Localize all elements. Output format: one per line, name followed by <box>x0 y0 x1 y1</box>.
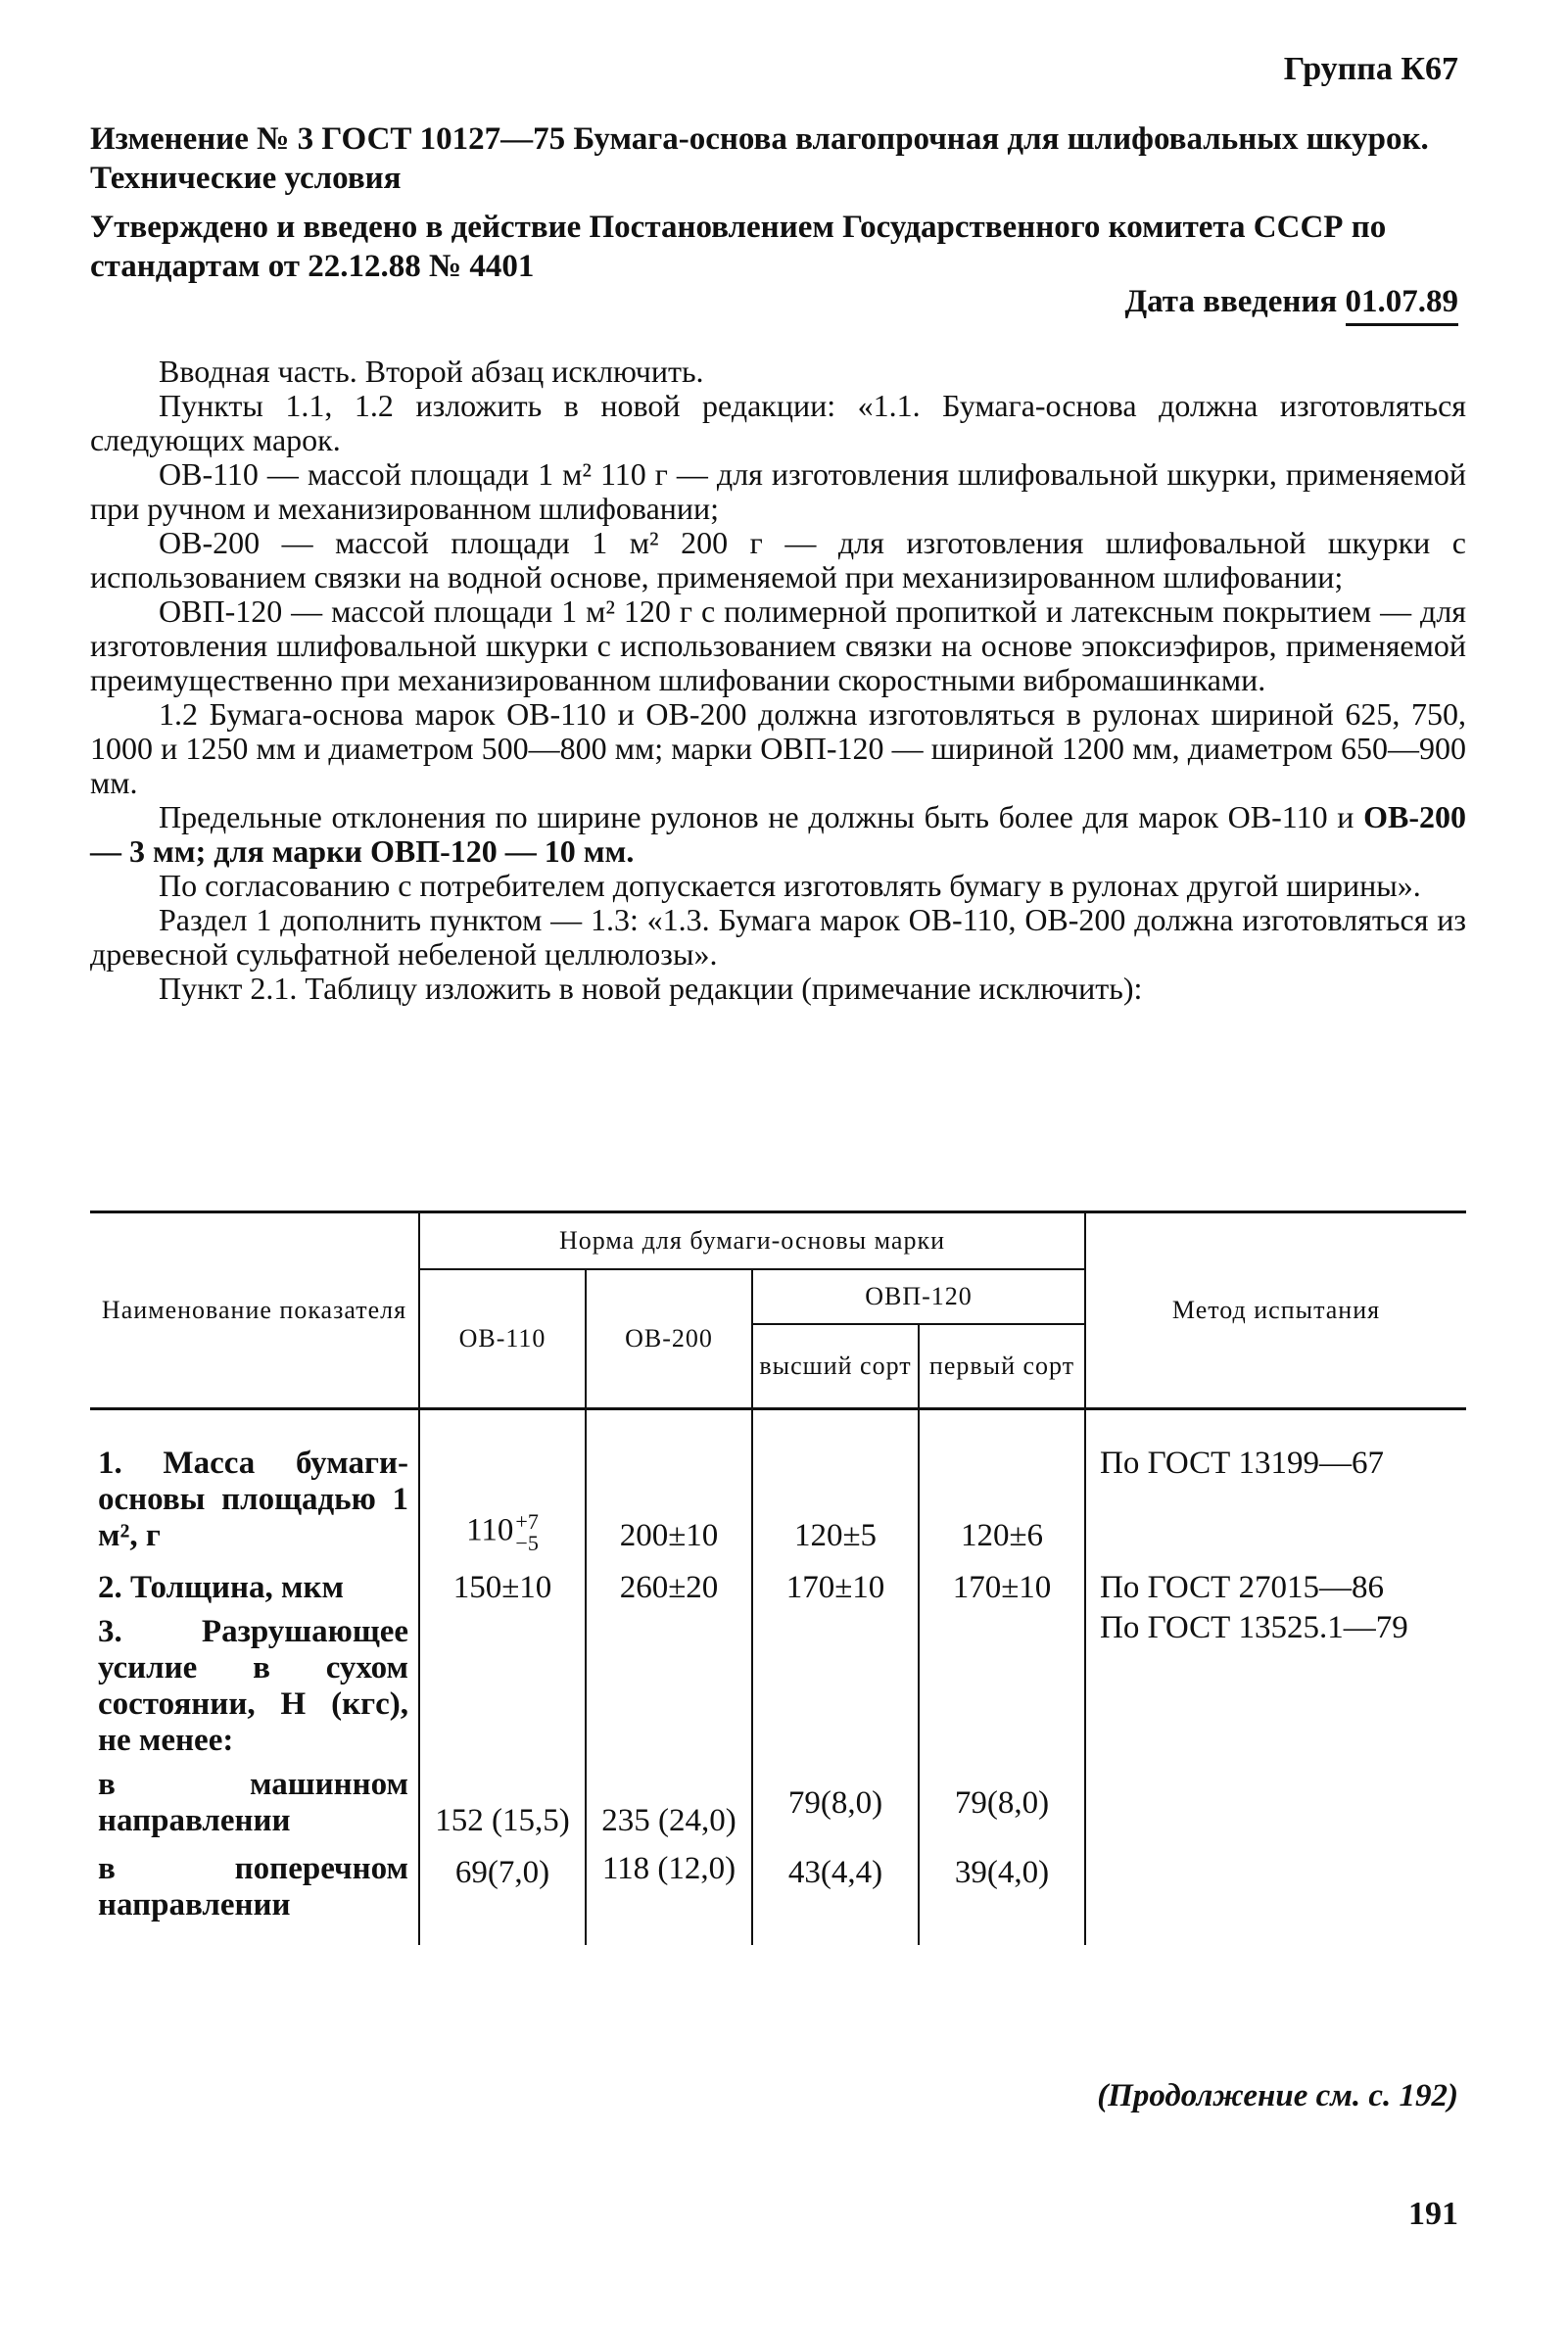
cell-ov200: 118 (12,0) <box>586 1843 752 1945</box>
page-number: 191 <box>1408 2196 1458 2232</box>
row-name: 3. Разрушающее усилие в сухом состоянии, Н (кгс), не менее: <box>98 1614 408 1758</box>
approval-statement: Утверждено и введено в действие Постановлением Государственного комитета СССР по стандартам от 22.12.88 № 4401 <box>90 210 1387 284</box>
cell-top-grade: 43(4,4) <box>752 1843 919 1945</box>
cell-ov110: 69(7,0) <box>419 1843 586 1945</box>
table-row <box>90 1409 1466 1559</box>
introduction-date-label: Дата введения <box>1124 284 1338 319</box>
cell-top-grade <box>752 1610 919 1763</box>
row-name: 1. Масса бумаги-основы площадью 1 м², г <box>98 1446 408 1553</box>
paragraph-part-bold: ОВ-200 — 3 мм; для марки ОВП-120 — 10 мм. <box>90 799 1466 869</box>
body-text <box>90 355 1466 1006</box>
tolerance <box>515 1511 538 1554</box>
cell-top-grade: 120±5 <box>752 1409 919 1559</box>
cell-method: По ГОСТ 13199—67 <box>1085 1409 1466 1559</box>
introduction-date-value: 01.07.89 <box>1346 284 1459 326</box>
cell-top-grade: 170±10 <box>752 1558 919 1610</box>
header-first-grade: первый сорт <box>919 1324 1085 1409</box>
continuation-note: (Продолжение см. с. 192) <box>1097 2078 1458 2113</box>
cell-method: По ГОСТ 27015—86 <box>1085 1558 1466 1610</box>
cell-ov200: 260±20 <box>586 1558 752 1610</box>
paragraph: ОВ-200 — массой площади 1 м² 200 г — для изготовления шлифовальной шкурки с использованием связки на водной основе, применяемой при механизированном шлифовании; <box>90 525 1466 594</box>
header-indicator-name: Наименование показателя <box>90 1212 419 1409</box>
paragraph-part: Предельные отклонения по ширине рулонов не должны быть более для марок ОВ-110 и <box>159 799 1364 834</box>
header-top-grade: высший сорт <box>752 1324 919 1409</box>
cell-ov200: 235 (24,0) <box>586 1763 752 1843</box>
paragraph: Раздел 1 дополнить пунктом — 1.3: «1.3. Бумага марок ОВ-110, ОВ-200 должна изготовляться из древесной сульфатной небеленой целлюлозы». <box>90 902 1466 972</box>
change-title: Изменение № 3 ГОСТ 10127—75 Бумага-основа влагопрочная для шлифовальных шкурок. Технические условия <box>90 121 1429 196</box>
cell-first-grade: 120±6 <box>919 1409 1085 1559</box>
cell-top-grade: 79(8,0) <box>752 1763 919 1843</box>
cell-ov200 <box>586 1610 752 1763</box>
header-ovp120: ОВП-120 <box>752 1269 1085 1324</box>
paragraph: 1.2 Бумага-основа марок ОВ-110 и ОВ-200 должна изготовляться в рулонах шириной 625, 750, 1000 и 1250 мм и диаметром 500—800 мм; марки ОВП-120 — шириной 1200 мм, диаметром 650—900 мм. <box>90 696 1466 800</box>
introduction-date <box>1124 284 1458 320</box>
cell-first-grade <box>919 1610 1085 1763</box>
paragraph: Вводная часть. Второй абзац исключить. <box>159 354 704 389</box>
row-name: в поперечном направлении <box>98 1851 408 1923</box>
table-row <box>90 1763 1466 1843</box>
cell-method <box>1085 1763 1466 1843</box>
table-row <box>90 1558 1466 1610</box>
cell-first-grade: 39(4,0) <box>919 1843 1085 1945</box>
cell-method <box>1085 1843 1466 1945</box>
row-name: 2. Толщина, мкм <box>98 1570 344 1605</box>
cell-first-grade: 79(8,0) <box>919 1763 1085 1843</box>
tolerance-plus: +7 <box>515 1509 539 1534</box>
header-test-method: Метод испытания <box>1085 1212 1466 1409</box>
row-name: в машинном направлении <box>98 1767 408 1838</box>
header-norm: Норма для бумаги-основы марки <box>419 1212 1085 1270</box>
paragraph: ОВП-120 — массой площади 1 м² 120 г с полимерной пропиткой и латексным покрытием — для изготовления шлифовальной шкурки с использованием связки на основе эпоксиэфиров, применяемой преимущественно при механизированном шлифовании скоростными вибромашинками. <box>90 593 1466 697</box>
cell-ov110 <box>419 1610 586 1763</box>
cell-method: По ГОСТ 13525.1—79 <box>1085 1610 1466 1763</box>
cell-ov110-base: 110 <box>466 1512 514 1548</box>
cell-ov200: 200±10 <box>586 1409 752 1559</box>
header-ov200: ОВ-200 <box>586 1269 752 1409</box>
cell-ov110: 152 (15,5) <box>419 1763 586 1843</box>
paragraph: По согласованию с потребителем допускается изготовлять бумагу в рулонах другой ширины». <box>159 868 1421 903</box>
paragraph: Пункт 2.1. Таблицу изложить в новой редакции (примечание исключить): <box>159 971 1143 1006</box>
paragraph: ОВ-110 — массой площади 1 м² 110 г — для изготовления шлифовальной шкурки, применяемой при ручном и механизированном шлифовании; <box>90 456 1466 526</box>
table-row <box>90 1610 1466 1763</box>
paragraph <box>90 800 1466 869</box>
cell-ov110 <box>419 1409 586 1559</box>
group-label: Группа К67 <box>1283 51 1458 87</box>
cell-ov110: 150±10 <box>419 1558 586 1610</box>
cell-first-grade: 170±10 <box>919 1558 1085 1610</box>
tolerance-minus: −5 <box>515 1531 539 1555</box>
paragraph: Пункты 1.1, 1.2 изложить в новой редакции: «1.1. Бумага-основа должна изготовляться следующих марок. <box>90 388 1466 457</box>
table-row <box>90 1843 1466 1945</box>
specification-table <box>90 1210 1466 1945</box>
header-ov110: ОВ-110 <box>419 1269 586 1409</box>
